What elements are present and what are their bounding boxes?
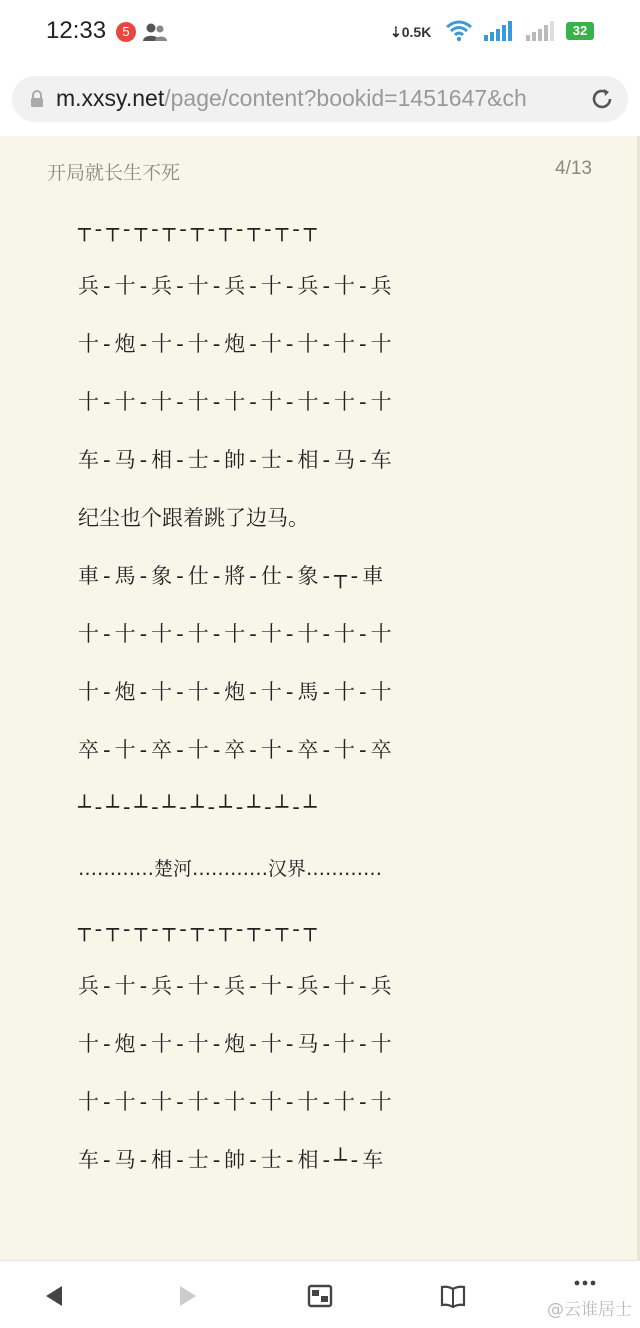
content-line: 车-马-相-士-帥-士-相-┴-车 — [78, 1148, 388, 1172]
content-line: 纪尘也个跟着跳了边马。 — [78, 506, 309, 530]
notification-badge: 5 — [116, 22, 136, 42]
book-title: 开局就长生不死 — [47, 162, 181, 184]
content-line: 十-炮-十-十-炮-十-马-十-十 — [78, 1032, 396, 1056]
reload-icon[interactable] — [590, 87, 614, 111]
content-line: 车-马-相-士-帥-士-相-马-车 — [78, 448, 396, 472]
url-host: m.xxsy.net — [56, 85, 165, 111]
bottom-nav — [0, 1260, 640, 1328]
tabs-icon[interactable] — [307, 1283, 333, 1309]
content-line: …………楚河…………汉界………… — [78, 858, 383, 880]
status-bar — [0, 0, 640, 64]
forward-icon[interactable] — [174, 1283, 200, 1309]
contacts-icon — [142, 22, 168, 42]
content-line: 十-十-十-十-十-十-十-十-十 — [78, 1090, 396, 1114]
lock-icon — [30, 90, 44, 108]
bookmarks-icon[interactable] — [440, 1283, 466, 1309]
content-line: ┬-┬-┬-┬-┬-┬-┬-┬-┬ — [78, 217, 321, 241]
back-icon[interactable] — [42, 1283, 68, 1309]
url-text[interactable] — [56, 85, 586, 112]
signal-icon — [524, 20, 556, 42]
signal-icon — [482, 20, 514, 42]
content-line: 卒-十-卒-十-卒-十-卒-十-卒 — [78, 738, 396, 762]
content-line: 十-炮-十-十-炮-十-十-十-十 — [78, 332, 396, 356]
content-line: ┴-┴-┴-┴-┴-┴-┴-┴-┴ — [78, 795, 321, 819]
page-indicator: 4/13 — [555, 158, 592, 179]
status-time: 12:33 — [46, 17, 107, 44]
content-line: 十-炮-十-十-炮-十-馬-十-十 — [78, 680, 396, 704]
content-line: 兵-十-兵-十-兵-十-兵-十-兵 — [78, 274, 396, 298]
content-line: 十-十-十-十-十-十-十-十-十 — [78, 622, 396, 646]
content-line: ┬-┬-┬-┬-┬-┬-┬-┬-┬ — [78, 917, 321, 941]
battery-icon: 32 — [566, 22, 594, 40]
net-speed: ⇣0.5K — [390, 24, 432, 40]
reader-page — [0, 136, 640, 1260]
address-bar[interactable] — [12, 76, 628, 122]
content-line: 車-馬-象-仕-將-仕-象-┬-車 — [78, 564, 388, 588]
url-path: /page/content?bookid=1451647&ch — [164, 85, 527, 111]
weibo-watermark: @云谁居士 — [547, 1300, 632, 1320]
content-line: 兵-十-兵-十-兵-十-兵-十-兵 — [78, 974, 396, 998]
browser-toolbar — [0, 64, 640, 136]
content-line: 十-十-十-十-十-十-十-十-十 — [78, 390, 396, 414]
wifi-icon — [446, 20, 472, 42]
